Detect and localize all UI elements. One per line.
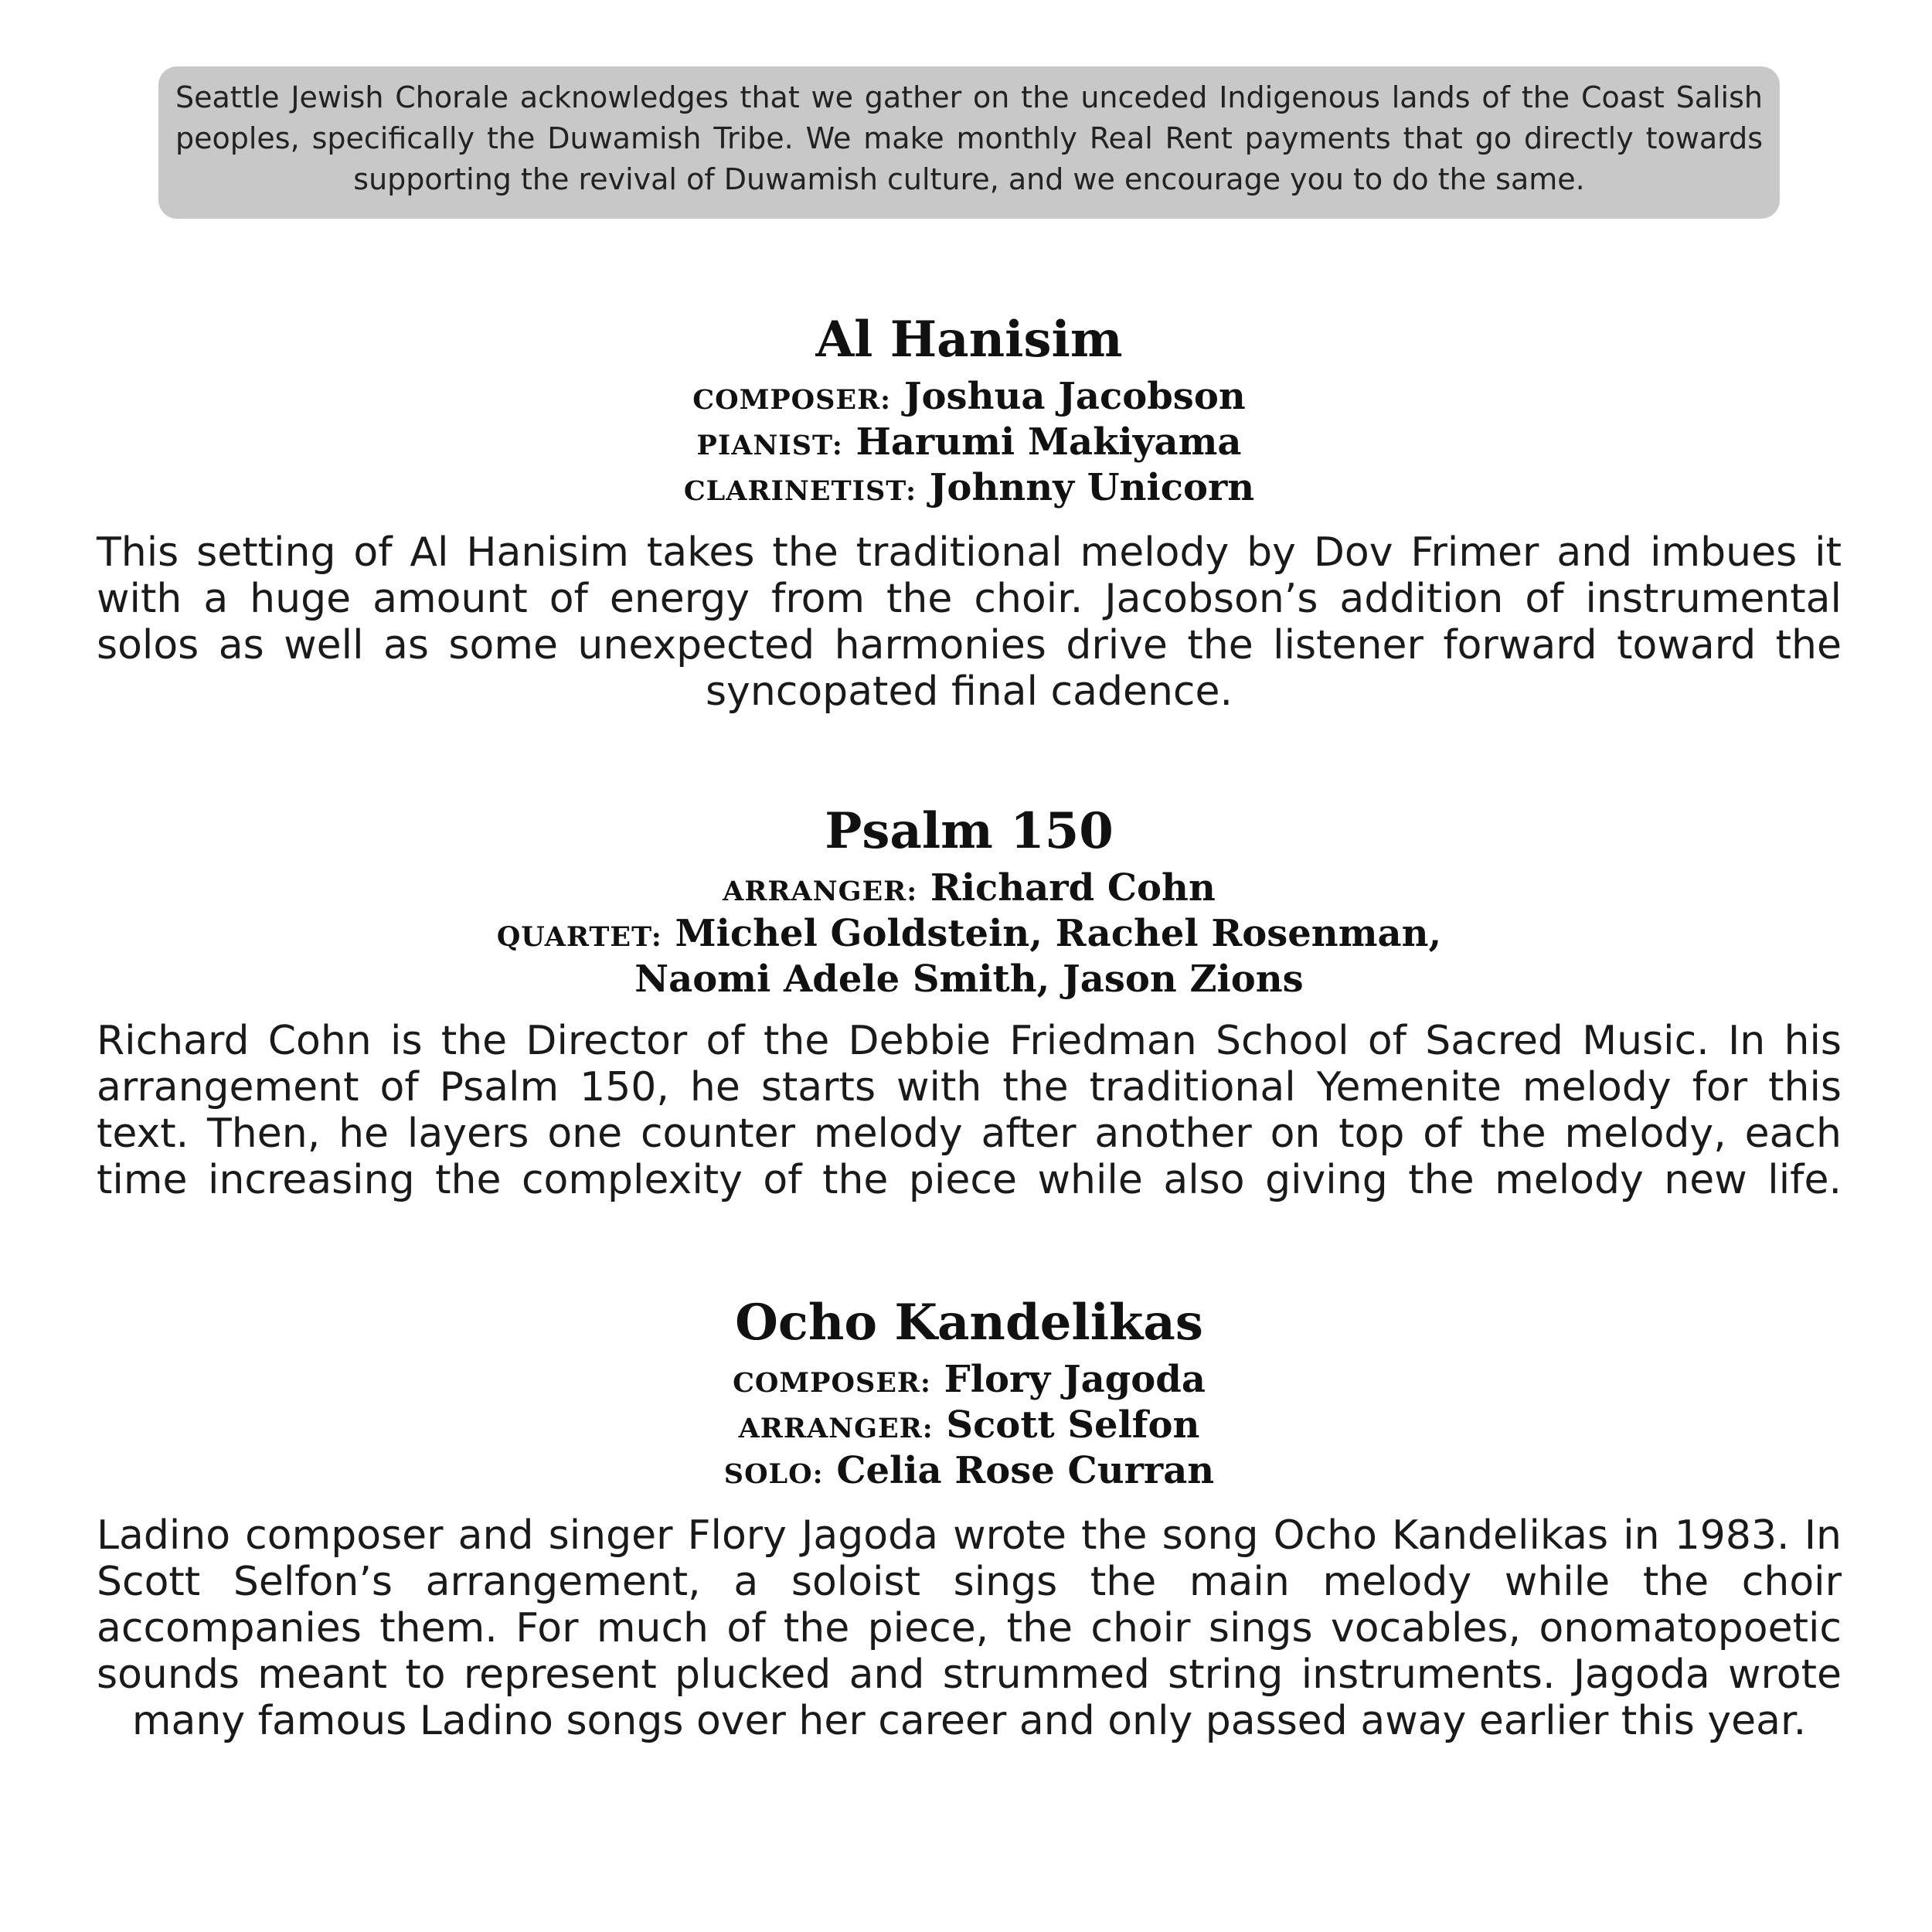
credit-role: COMPOSER:: [733, 1367, 931, 1399]
credit-role: SOLO:: [723, 1458, 824, 1490]
credit-role: ARRANGER:: [738, 1413, 934, 1444]
piece-title: Ocho Kandelikas: [735, 1294, 1203, 1352]
credit-name: Harumi Makiyama: [855, 420, 1242, 464]
credit-line: [97, 421, 1842, 467]
credit-role: CLARINETIST:: [683, 475, 917, 507]
land-acknowledgment-box: [158, 66, 1780, 219]
credit-line: [97, 1404, 1842, 1450]
piece-description: Ladino composer and singer Flory Jagoda wrote the song Ocho Kandelikas in 1983. In Scott Selfon’s arrangement, a soloist sings the main melody while the choir accompanies them. For much of the piece, the choir sings vocables, onomatopoetic sounds meant to represent plucked and strummed string instruments. Jagoda wrote many famous Ladino songs over her career and only passed away earlier this year.: [97, 1512, 1842, 1744]
credit-role: ARRANGER:: [723, 876, 918, 907]
credit-name: Joshua Jacobson: [903, 375, 1246, 418]
program-piece: [97, 1294, 1842, 1744]
credit-name: Scott Selfon: [946, 1403, 1200, 1447]
piece-description: Richard Cohn is the Director of the Debbie Friedman School of Sacred Music. In his arrangement of Psalm 150, he starts with the traditional Yemenite melody for this text. Then, he layers one counter melody after another on top of the melody, each time increasing the complexity of the piece while also giving the melody new life.: [97, 1018, 1842, 1203]
piece-credits: [97, 867, 1842, 1001]
piece-title: Al Hanisim: [815, 311, 1123, 369]
piece-credits: [97, 1359, 1842, 1495]
piece-credits: [97, 376, 1842, 512]
piece-title: Psalm 150: [825, 802, 1114, 860]
program-piece: [97, 802, 1842, 1203]
credit-role: QUARTET:: [496, 921, 662, 953]
credit-name: Richard Cohn: [930, 866, 1216, 910]
program-piece: [97, 311, 1842, 715]
piece-description: This setting of Al Hanisim takes the traditional melody by Dov Frimer and imbues it with a huge amount of energy from the choir. Jacobson’s addition of instrumental solos as well as some unexpected harmonies drive the listener forward toward the syncopated final cadence.: [97, 529, 1842, 715]
credit-name: Naomi Adele Smith, Jason Zions: [634, 957, 1304, 1001]
credit-line: [97, 1359, 1842, 1404]
credit-role: COMPOSER:: [692, 384, 892, 416]
credit-name: Flory Jagoda: [944, 1358, 1206, 1401]
credit-line: [97, 913, 1842, 958]
credit-line: [97, 376, 1842, 421]
credit-name: Johnny Unicorn: [929, 466, 1255, 509]
land-acknowledgment-text: Seattle Jewish Chorale acknowledges that we gather on the unceded Indigenous lands of the Coast Salish peoples, specifically the Duwamish Tribe. We make monthly Real Rent payments that go directly towards supporting the revival of Duwamish culture, and we encourage you to do the same.: [175, 80, 1763, 196]
credit-line: [97, 958, 1842, 1001]
credit-name: Michel Goldstein, Rachel Rosenman,: [675, 912, 1442, 955]
credit-line: [97, 1450, 1842, 1495]
credit-line: [97, 467, 1842, 512]
credit-line: [97, 867, 1842, 913]
credit-role: PIANIST:: [696, 430, 843, 461]
credit-name: Celia Rose Curran: [836, 1449, 1215, 1492]
